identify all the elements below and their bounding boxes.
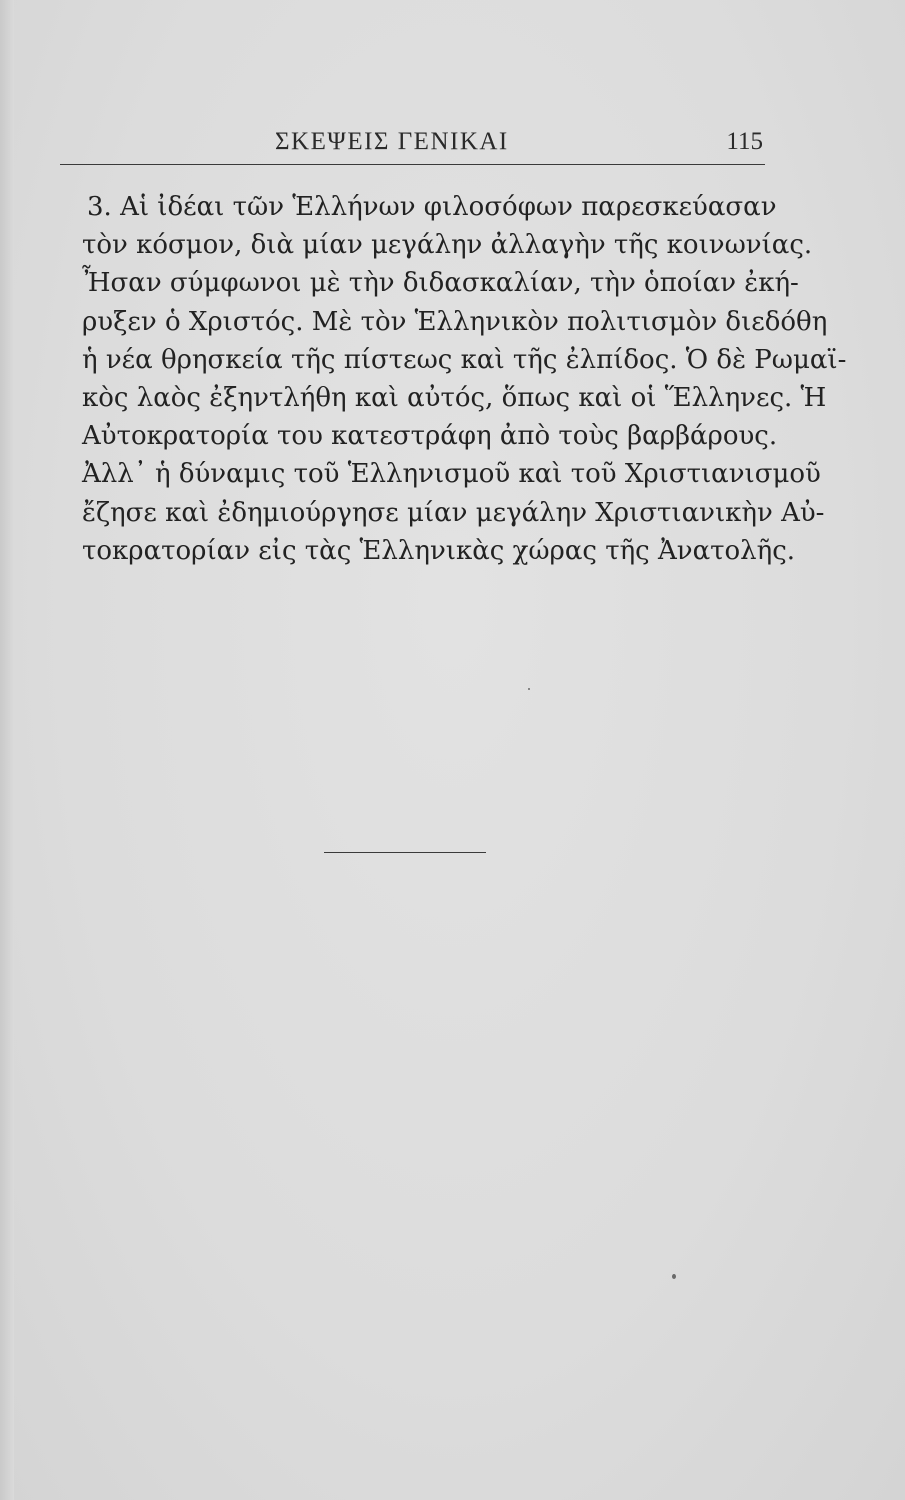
paper-speck	[528, 688, 530, 690]
page-number: 115	[726, 128, 763, 155]
running-title: ΣΚΕΨΕΙΣ ΓΕΝΙΚΑΙ	[275, 128, 509, 155]
text-line: κὸς λαὸς ἐξηντλήθη καὶ αὐτός, ὅπως καὶ οἱ Ἕλληνες. Ἡ	[82, 382, 827, 413]
paper-speck	[672, 1274, 676, 1279]
page-spine-shadow	[0, 0, 14, 1500]
text-line: 3. Αἱ ἰδέαι τῶν Ἑλλήνων φιλοσόφων παρεσκεύασαν	[87, 192, 777, 222]
text-line: ἔζησε καὶ ἐδημιούργησε μίαν μεγάλην Χριστιανικὴν Αὐ-	[82, 497, 825, 528]
text-line: τοκρατορίαν εἰς τὰς Ἑλληνικὰς χώρας τῆς Ἀνατολῆς.	[82, 535, 796, 566]
body-paragraph	[82, 188, 847, 570]
text-line: Αὐτοκρατορία του κατεστράφη ἀπὸ τοὺς βαρβάρους.	[82, 421, 778, 452]
text-line: ρυξεν ὁ Χριστός. Μὲ τὸν Ἑλληνικὸν πολιτισμὸν διεδόθη	[82, 306, 828, 337]
text-line: Ἦσαν σύμφωνοι μὲ τὴν διδασκαλίαν, τὴν ὁποίαν ἐκή-	[82, 268, 799, 299]
closing-rule	[324, 852, 486, 853]
header-rule	[60, 164, 765, 165]
page-header	[60, 128, 765, 160]
text-line: Ἀλλ᾽ ἡ δύναμις τοῦ Ἑλληνισμοῦ καὶ τοῦ Χριστιανισμοῦ	[82, 459, 821, 490]
text-line: ἡ νέα θρησκεία τῆς πίστεως καὶ τῆς ἐλπίδος. Ὁ δὲ Ρωμαϊ-	[82, 344, 847, 375]
text-line: τὸν κόσμον, διὰ μίαν μεγάλην ἀλλαγὴν τῆς κοινωνίας.	[82, 230, 813, 261]
